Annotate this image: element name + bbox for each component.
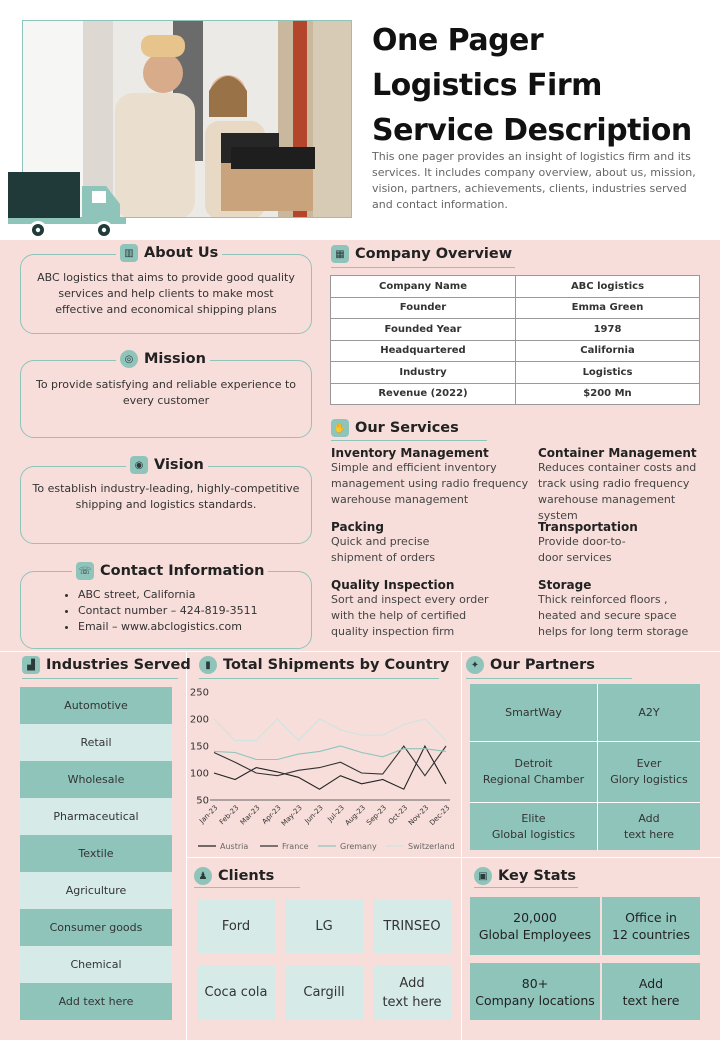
- factory-icon: ▟: [22, 656, 40, 674]
- stat-cell: 20,000 Global Employees: [470, 897, 600, 955]
- table-row: Headquartered California: [331, 340, 700, 362]
- service-quality: Quality Inspection Sort and inspect every order with the help of certified quality inspection firm: [331, 578, 489, 638]
- about-text: ABC logistics that aims to provide good quality services and help clients to make most effective and economical shipping plans: [37, 271, 295, 316]
- overview-header: [331, 245, 512, 263]
- x-tick-label: Jun-23: [303, 803, 325, 826]
- client-cell: LG: [285, 899, 363, 953]
- title-line-1: One Pager: [372, 23, 544, 58]
- services-header: [331, 419, 459, 437]
- service-container: Container Management Reduces container costs and track using radio frequency warehouse management system: [538, 446, 697, 522]
- x-tick-label: Aug-23: [343, 803, 368, 828]
- handshake-icon: ✦: [466, 656, 484, 674]
- stat-cell: Office in 12 countries: [602, 897, 700, 955]
- grid-line: [470, 802, 700, 803]
- intro-text: This one pager provides an insight of logistics firm and its services. It includes company overview, about us, mission, vision, partners, achievements, clients, industries served and contact information.: [372, 150, 696, 211]
- x-tick-label: Sep-23: [365, 803, 389, 827]
- series-line-austria: [214, 746, 446, 789]
- table-row: Company Name ABC logistics: [331, 276, 700, 298]
- series-line-switzerland: [214, 719, 446, 741]
- page-title: [372, 18, 712, 153]
- chart-title: Total Shipments by Country: [223, 657, 450, 673]
- x-tick-label: Jul-23: [326, 803, 346, 824]
- stats-title: Key Stats: [498, 868, 577, 884]
- stats-header: [474, 867, 576, 885]
- eye-icon: ◉: [130, 456, 148, 474]
- partner-cell: Ever Glory logistics: [598, 742, 700, 802]
- list-item: Agriculture: [20, 872, 172, 909]
- title-line-3: Service Description: [372, 113, 692, 148]
- y-tick-label: 250: [190, 687, 209, 699]
- client-cell: TRINSEO: [373, 899, 451, 953]
- mission-header: [116, 350, 210, 368]
- clients-header: [194, 867, 274, 885]
- y-tick-label: 50: [196, 795, 209, 807]
- list-item: Chemical: [20, 946, 172, 983]
- building-icon: ▥: [120, 244, 138, 262]
- client-cell: Add text here: [373, 965, 451, 1020]
- stat-cell: 80+ Company locations: [470, 963, 600, 1020]
- divider: [461, 651, 462, 1040]
- service-storage: Storage Thick reinforced floors , heated and secure space helps for long term storage: [538, 578, 689, 638]
- partner-cell: SmartWay: [470, 684, 597, 741]
- list-item: Add text here: [20, 983, 172, 1020]
- industries-title: Industries Served: [46, 657, 191, 673]
- clients-title: Clients: [218, 868, 275, 884]
- shipments-chart: [190, 680, 458, 852]
- contact-email[interactable]: • Email – www.abclogistics.com: [78, 619, 300, 635]
- legend-label: Gremany: [340, 842, 377, 851]
- y-tick-label: 100: [190, 768, 209, 780]
- series-line-gremany: [214, 746, 446, 760]
- partner-cell: Add text here: [598, 803, 700, 850]
- clients-underline: [194, 887, 300, 888]
- chart-underline: [199, 678, 439, 679]
- x-tick-label: May-23: [279, 803, 304, 828]
- service-inventory: Inventory Management Simple and efficient inventory management using radio frequency warehouse management: [331, 446, 529, 506]
- x-tick-label: Apr-23: [260, 803, 283, 826]
- service-transportation: Transportation Provide door-to- door services: [538, 520, 638, 564]
- client-cell: Cargill: [285, 965, 363, 1020]
- list-item: Retail: [20, 724, 172, 761]
- hand-icon: ✋: [331, 419, 349, 437]
- list-item: Automotive: [20, 687, 172, 724]
- x-tick-label: Dec-23: [428, 803, 452, 828]
- list-item: Wholesale: [20, 761, 172, 798]
- services-title: Our Services: [355, 420, 459, 436]
- industries-underline: [22, 678, 178, 679]
- list-item: Pharmaceutical: [20, 798, 172, 835]
- vision-text: To establish industry-leading, highly-competitive shipping and logistics standards.: [32, 482, 300, 511]
- lock-icon: ▣: [474, 867, 492, 885]
- grid-line: [597, 684, 598, 850]
- client-cell: Coca cola: [197, 965, 275, 1020]
- partners-title: Our Partners: [490, 657, 595, 673]
- overview-table: [330, 275, 700, 405]
- contact-address: • ABC street, California: [78, 587, 300, 603]
- y-tick-label: 150: [190, 741, 209, 753]
- x-tick-label: Feb-23: [217, 803, 241, 827]
- partner-cell: A2Y: [598, 684, 700, 741]
- x-tick-label: Jan-23: [198, 803, 220, 826]
- title-line-2: Logistics Firm: [372, 68, 602, 103]
- contact-list: [60, 587, 300, 635]
- divider: [186, 651, 187, 1040]
- contact-phone: • Contact number – 424-819-3511: [78, 603, 300, 619]
- list-item: Consumer goods: [20, 909, 172, 946]
- list-item: Textile: [20, 835, 172, 872]
- contact-title: Contact Information: [100, 563, 265, 579]
- chart-header: [199, 656, 449, 674]
- mission-text: To provide satisfying and reliable experience to every customer: [35, 378, 297, 407]
- service-packing: Packing Quick and precise shipment of orders: [331, 520, 436, 564]
- about-header: [116, 244, 222, 262]
- target-icon: ◎: [120, 350, 138, 368]
- grid-line: [470, 741, 700, 742]
- stats-underline: [474, 887, 578, 888]
- table-row: Founded Year 1978: [331, 319, 700, 341]
- legend-label: France: [282, 842, 309, 851]
- table-row: Industry Logistics: [331, 362, 700, 384]
- truck-icon: [8, 170, 130, 242]
- table-row: Revenue (2022) $200 Mn: [331, 383, 700, 405]
- services-underline: [331, 440, 487, 441]
- client-cell: Ford: [197, 899, 275, 953]
- partners-header: [466, 656, 595, 674]
- office-icon: ▦: [331, 245, 349, 263]
- overview-underline: [331, 267, 515, 268]
- people-icon: ♟: [194, 867, 212, 885]
- mission-title: Mission: [144, 351, 206, 367]
- partners-underline: [466, 678, 632, 679]
- partners-grid: [470, 684, 700, 850]
- x-tick-label: Oct-23: [386, 803, 410, 827]
- y-tick-label: 200: [190, 714, 209, 726]
- legend-label: Switzerland: [408, 842, 455, 851]
- partner-cell: Detroit Regional Chamber: [470, 742, 597, 802]
- divider: [186, 857, 720, 858]
- stat-cell: Add text here: [602, 963, 700, 1020]
- vision-header: [126, 456, 208, 474]
- table-row: Founder Emma Green: [331, 297, 700, 319]
- legend-label: Austria: [220, 842, 249, 851]
- industries-header: [22, 656, 191, 674]
- contact-header: [72, 562, 268, 580]
- divider: [0, 651, 720, 652]
- phone-icon: ☏: [76, 562, 94, 580]
- x-tick-label: Mar-23: [238, 803, 262, 827]
- bar-chart-icon: ▮: [199, 656, 217, 674]
- x-tick-label: Nov-23: [407, 803, 431, 828]
- vision-title: Vision: [154, 457, 204, 473]
- partner-cell: Elite Global logistics: [470, 803, 597, 850]
- overview-title: Company Overview: [355, 246, 513, 262]
- about-title: About Us: [144, 245, 219, 261]
